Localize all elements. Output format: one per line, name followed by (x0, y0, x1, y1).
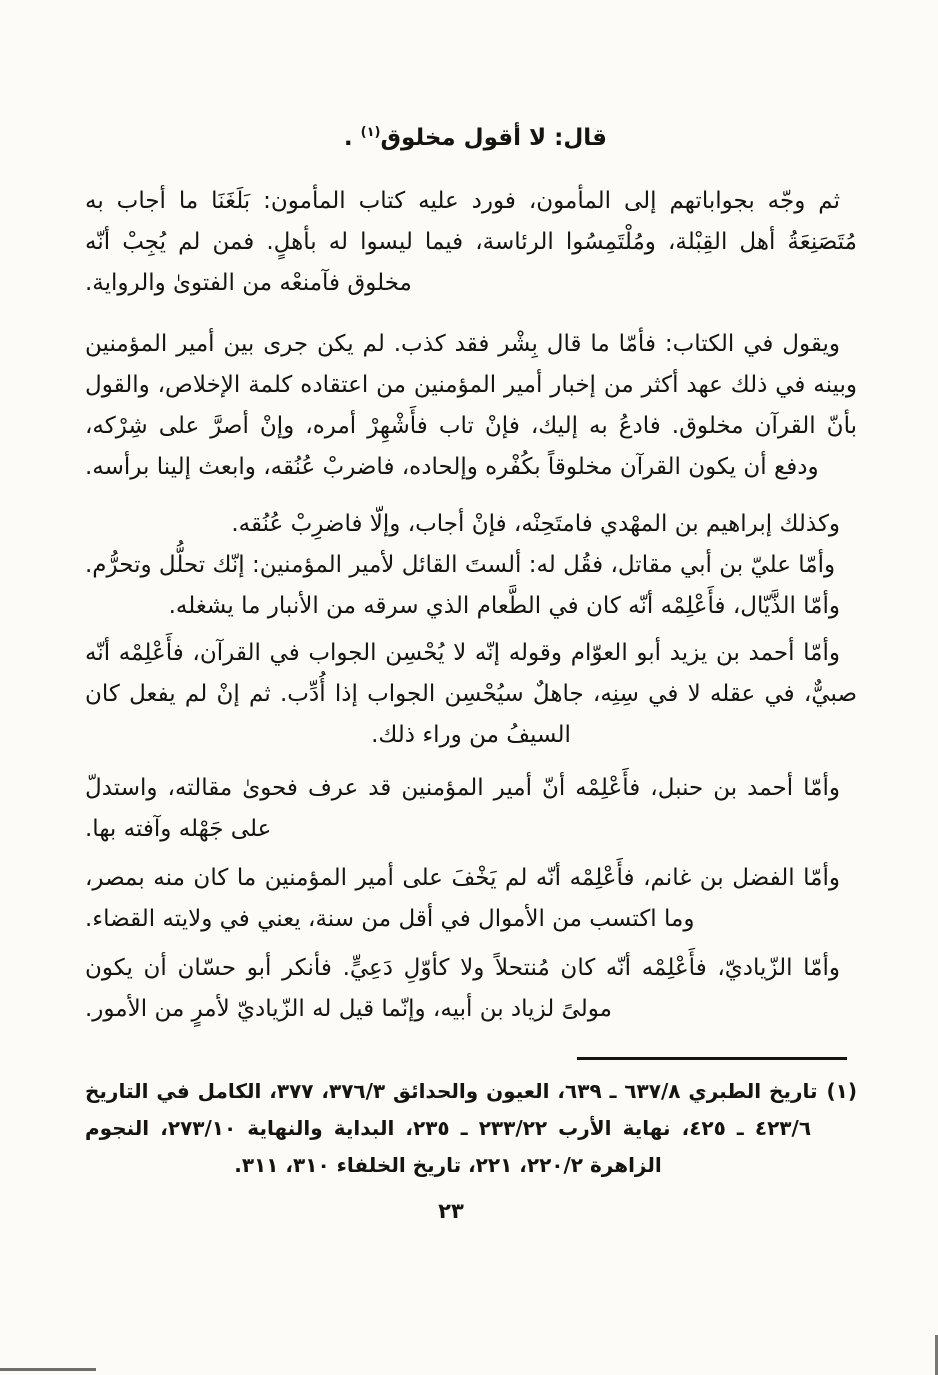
opening-text: قال: لا أقول مخلوق (380, 125, 607, 151)
opening-period: . (343, 125, 361, 151)
paragraph-mamun-letter: ثم وجّه بجواباتهم إلى المأمون، فورد عليه كتاب المأمون: بَلَغَنَا ما أجاب به مُتَصَنِعَةُ أهل القِبْلة، ومُلْتَمِسُوا الرئاسة، فيما ليسوا له بأهلٍ. فمن لم يُجِبْ أنّه مخلوق فآمنعْه من الفتوىٰ والرواية. (85, 188, 857, 296)
paragraph-fadl-ibn-ghanim: وأمّا الفضل بن غانم، فأَعْلِمْه أنّه لم يَخْفَ على أمير المؤمنين ما كان منه بمصر، وما اكتسب من الأموال في أقل من سنة، يعني في ولايته القضاء. (85, 865, 840, 932)
footnote-text: تاريخ الطبري ٦٣٧/٨ ـ ٦٣٩، العيون والحدائق ٣٧٦/٣، ٣٧٧، الكامل في التاريخ ٤٢٣/٦ ـ ٤٢٥، نهاية الأرب ٢٣٣/٢٢ ـ ٢٣٥، البداية والنهاية ٢٧٣/١٠، النجوم الزاهرة ٢٢٠/٢، ٢٢١، تاريخ الخلفاء ٣١٠، ٣١١. (85, 1079, 818, 1177)
footnote-separator (577, 1057, 847, 1060)
footnote-ref-marker: (١) (360, 125, 381, 140)
paragraph-bishr: ويقول في الكتاب: فأمّا ما قال بِشْر فقد كذب. لم يكن جرى بين أمير المؤمنين وبينه في ذلك عهد أكثر من إخبار أمير المؤمنين من اعتقاده كلمة الإخلاص، والقول بأنّ القرآن مخلوق. فادعُ به إليك، فإنْ تاب فأَشْهِرْ أمره، وإنْ أصرَّ على شِرْكه، ودفع أن يكون القرآن مخلوقاً بكُفْره وإلحاده، فاضربْ عُنُقه، وابعث إلينا برأسه. (85, 331, 857, 480)
page-number: ٢٣ (438, 1199, 464, 1223)
paragraph-al-dhayyal: وأمّا الذَّيّال، فأَعْلِمْه أنّه كان في الطَّعام الذي سرقه من الأنبار ما يشغله. (168, 593, 840, 619)
paragraph-opening (85, 118, 607, 159)
scan-edge-artifact-left (0, 1368, 96, 1371)
footnote-marker: (١) (826, 1079, 858, 1103)
paragraph-ali-ibn-abi-muqatil: وأمّا عليّ بن أبي مقاتل، فقُل له: ألستَ القائل لأمير المؤمنين: إنّك تحلُّل وتحرُّم. (85, 552, 836, 578)
paragraph-ahmad-ibn-hanbal: وأمّا أحمد بن حنبل، فأَعْلِمْه أنّ أمير المؤمنين قد عرف فحوىٰ مقالته، واستدلّ على جَهْله وآفته بها. (85, 775, 840, 842)
footnote (85, 1073, 857, 1184)
paragraph-al-ziyadi: وأمّا الزّياديّ، فأَعْلِمْه أنّه كان مُنتحلاً ولا كأوّلِ دَعِيٍّ. فأنكر أبو حسّان أن يكون مولىً لزياد بن أبيه، وإنّما قيل له الزّياديّ لأمرٍ من الأمور. (85, 955, 840, 1022)
paragraph-ahmad-ibn-yazid: وأمّا أحمد بن يزيد أبو العوّام وقوله إنّه لا يُحْسِن الجواب في القرآن، فأَعْلِمْه أنّه صبيٌّ، في عقله لا في سِنِه، جاهلٌ سيُحْسِن الجواب إذا أُدِّب. ثم إنْ لم يفعل كان السيفُ من وراء ذلك. (85, 640, 857, 748)
paragraph-ibrahim-ibn-al-mahdi: وكذلك إبراهيم بن المهْدي فامتَحِنْه، فإنْ أجاب، وإلّا فاضرِبْ عُنُقه. (231, 511, 840, 537)
